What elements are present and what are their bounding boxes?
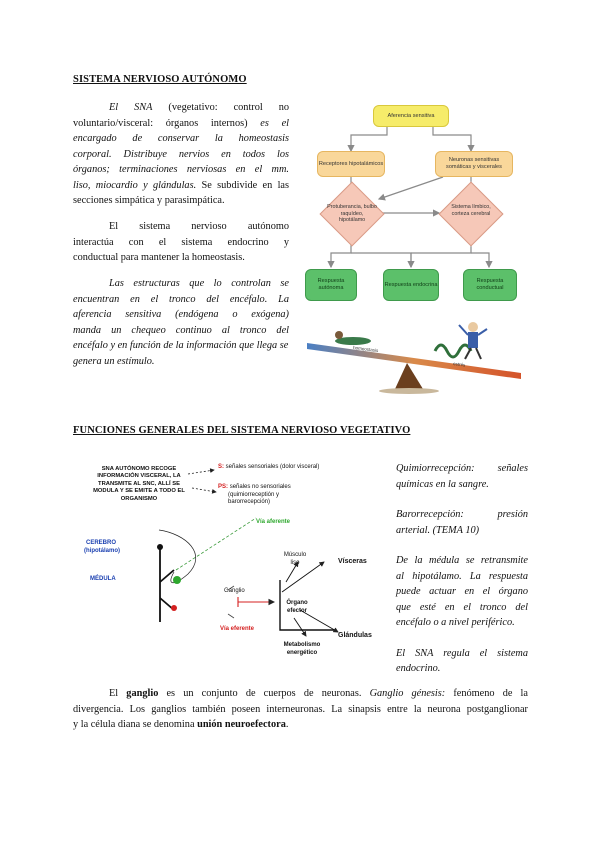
glands-label: Glándulas [338,632,372,639]
seesaw-right-figure [435,322,487,359]
energy-metabolism-label: Metabolismo energético [283,642,321,656]
effector-organ-label: Órgano efector [286,600,308,614]
flow-autonomic-response: Respuesta autónoma [305,269,357,301]
parasympathetic-signals-label: PS: señales no sensoriales (quimiorreceptión y barorrecepción) [218,484,291,505]
seesaw-illustration [303,307,525,397]
flow-hypothalamic-receptors-box: Receptores hipotalámicos [317,151,385,177]
paragraph-structures: Las estructuras que lo controlan se encuentran en el tronco del encéfalo. La aferencia sensitiva (endógena o exógena) manda un chequeo continuo al tronco del encéfalo y en función de la información que llega se genera un estímulo. [73,278,289,367]
spinal-cord-label: MÉDULA [90,576,116,582]
paragraph-interaction: El sistema nervioso autónomo interactúa con el sistema endocrino y conductual para mantener la homeostasis. [73,221,289,263]
neuroeffector-junction-term: unión neuroefectora [197,719,286,730]
hypothalamus-label: (hipotálamo) [84,548,120,554]
smooth-muscle-label: Músculo liso [283,552,307,566]
ganglion-label: Ganglio [224,588,245,594]
sna-summary-box: SNA AUTÓNOMO RECOGE INFORMACIÓN VISCERAL, LA TRANSMITE AL SNC, ALLÍ SE MODULA Y SE EMITE A TODO EL ORGANISMO [93,466,185,502]
note-transmission: De la médula se retransmite [396,555,528,566]
section-title-sna: SISTEMA NERVIOSO AUTÓNOMO [73,74,247,85]
note-endocrine: El SNA regula el sistema [396,647,528,659]
ganglio-term: ganglio [126,688,159,699]
sna-term: El SNA [109,102,153,113]
note-baroreception: Barorrecepción: presión [396,509,528,520]
side-notes: Quimiorrecepción: señales químicas en la sangre. Barorrecepción: presión arterial. (TEMA 10) De la médula se retransmite al hipotálamo. La respuesta puede actuar en el órgano que esté en el tronco del encéfalo o a nivel periférico. El SNA regula el sistema endocrino. [396,463,528,674]
seesaw-left-figure [335,331,371,345]
flow-sensory-neurons-box: Neuronas sensitivas somáticas y viscerales [435,151,513,177]
sna-function-diagram [66,462,380,676]
sympathetic-signals-label: S: señales sensoriales (dolor visceral) [218,464,320,470]
paragraph-ganglion: El ganglio es un conjunto de cuerpos de neuronas. Ganglio génesis: fenómeno de la divergencia. Los ganglios también poseen interneuronas. La sinapsis entre la neurona postganglionar y la célula diana se denomina unión neuroefectora. [73,688,528,730]
afferent-pathway-label: Vía aferente [256,519,291,525]
flow-behavioral-response: Respuesta conductual [463,269,517,301]
seesaw-left-label: homeostasis [352,345,379,354]
section-title-functions: FUNCIONES GENERALES DEL SISTEMA NERVIOSO VEGETATIVO [73,425,411,436]
homeostasis-flow-figure: Aferencia sensitiva Receptores hipotalámicos Neuronas sensitivas somáticas y viscerales Protuberancia, bulbo raquídeo, hipotálamo Sistema límbico, corteza cerebral Respuesta autónoma Respuesta endocrina Respuesta conductual homeostasis estrés [303,95,525,397]
note-chemoreception: Quimiorrecepción: señales [396,463,528,474]
paragraph-sna-definition: El SNA (vegetativo: control no voluntario/visceral: órganos internos) es el encargado de conservar la homeostasis corporal. Distribuye nervios en todos los órganos; terminaciones nerviosas en el mm. liso, miocardio y glándulas. Se subdivide en las secciones simpática y parasimpática. [73,102,290,206]
efferent-pathway-label: Vía eferente [220,626,255,632]
brain-label: CEREBRO [86,540,117,546]
flow-afferent-box: Aferencia sensitiva [373,105,449,127]
viscera-label: Vísceras [338,558,367,565]
seesaw-right-label: estrés [452,361,466,368]
flow-endocrine-response: Respuesta endocrina [383,269,439,301]
